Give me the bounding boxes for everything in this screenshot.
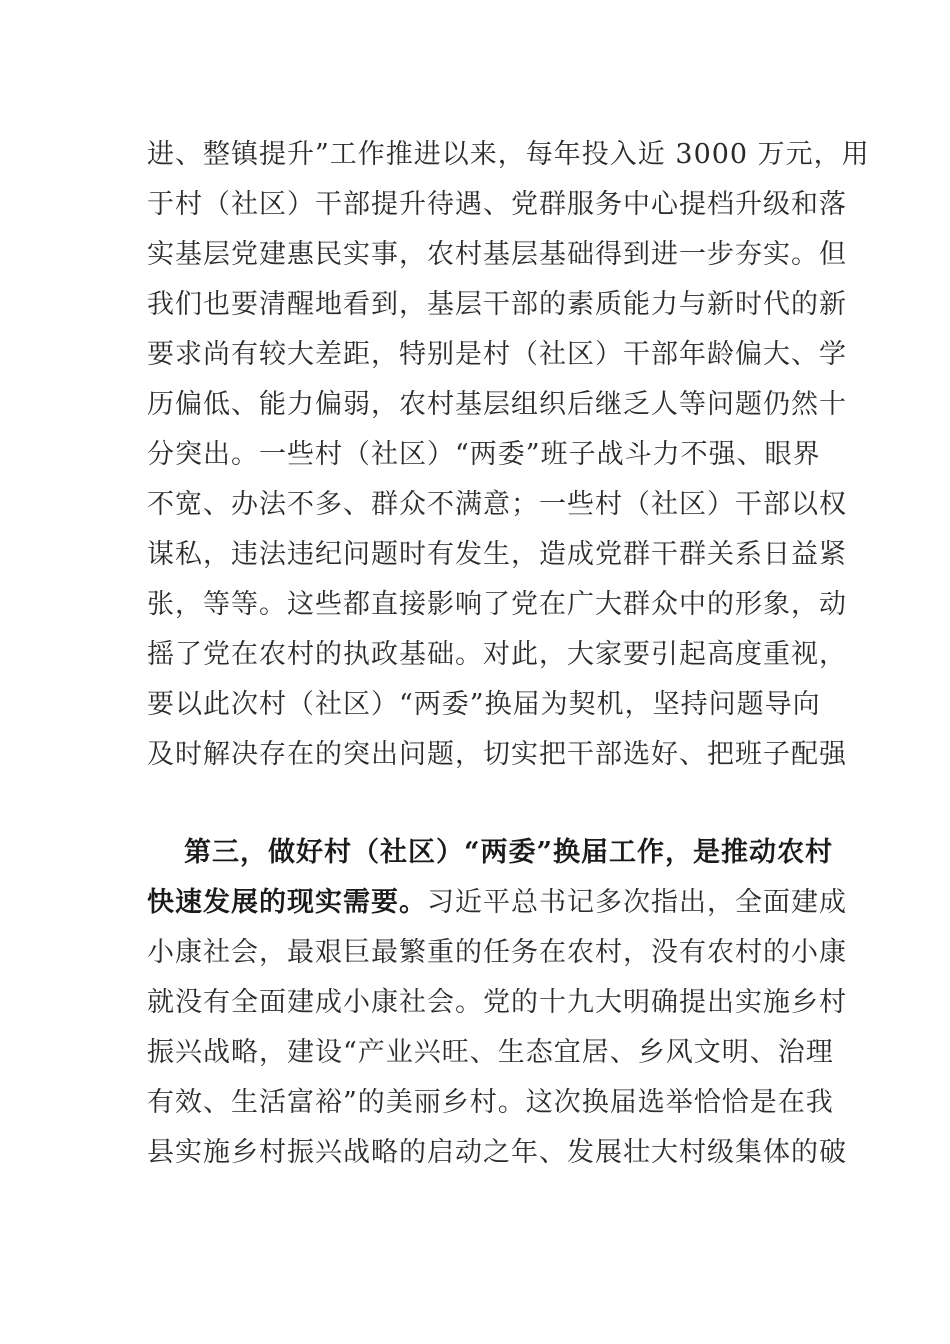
text-line: 摇了党在农村的执政基础。对此，大家要引起高度重视，: [147, 639, 847, 670]
text-line-mixed: [147, 880, 847, 926]
text-line: 要求尚有较大差距，特别是村（社区）干部年龄偏大、学: [147, 339, 847, 370]
text-line: 进、整镇提升”工作推进以来，每年投入近 3000 万元，用: [147, 139, 870, 170]
text-line: 县实施乡村振兴战略的启动之年、发展壮大村级集体的破: [147, 1137, 847, 1168]
text-line: 就没有全面建成小康社会。党的十九大明确提出实施乡村: [147, 987, 847, 1018]
paragraph-heading-end: 快速发展的现实需要。: [147, 887, 427, 918]
text-line: 要以此次村（社区）“两委”换届为契机，坚持问题导向: [147, 689, 821, 720]
paragraph-heading-line: 第三，做好村（社区）“两委”换届工作，是推动农村: [184, 837, 834, 868]
text-line: 于村（社区）干部提升待遇、党群服务中心提档升级和落: [147, 189, 847, 220]
text-line: 张，等等。这些都直接影响了党在广大群众中的形象，动: [147, 589, 847, 620]
text-line: 不宽、办法不多、群众不满意；一些村（社区）干部以权: [147, 489, 847, 520]
text-line: 谋私，违法违纪问题时有发生，造成党群干群关系日益紧: [147, 539, 847, 570]
text-line: 我们也要清醒地看到，基层干部的素质能力与新时代的新: [147, 289, 847, 320]
text-line: 振兴战略，建设“产业兴旺、生态宜居、乡风文明、治理: [147, 1037, 834, 1068]
text-line: 及时解决存在的突出问题，切实把干部选好、把班子配强: [147, 739, 847, 770]
text-line: 小康社会，最艰巨最繁重的任务在农村，没有农村的小康: [147, 937, 847, 968]
text-line: 历偏低、能力偏弱，农村基层组织后继乏人等问题仍然十: [147, 389, 847, 420]
text-line: 有效、生活富裕”的美丽乡村。这次换届选举恰恰是在我: [147, 1087, 834, 1118]
text-line: 实基层党建惠民实事，农村基层基础得到进一步夯实。但: [147, 239, 847, 270]
text-line: 分突出。一些村（社区）“两委”班子战斗力不强、眼界: [147, 439, 821, 470]
text-span: 习近平总书记多次指出，全面建成: [427, 887, 847, 918]
